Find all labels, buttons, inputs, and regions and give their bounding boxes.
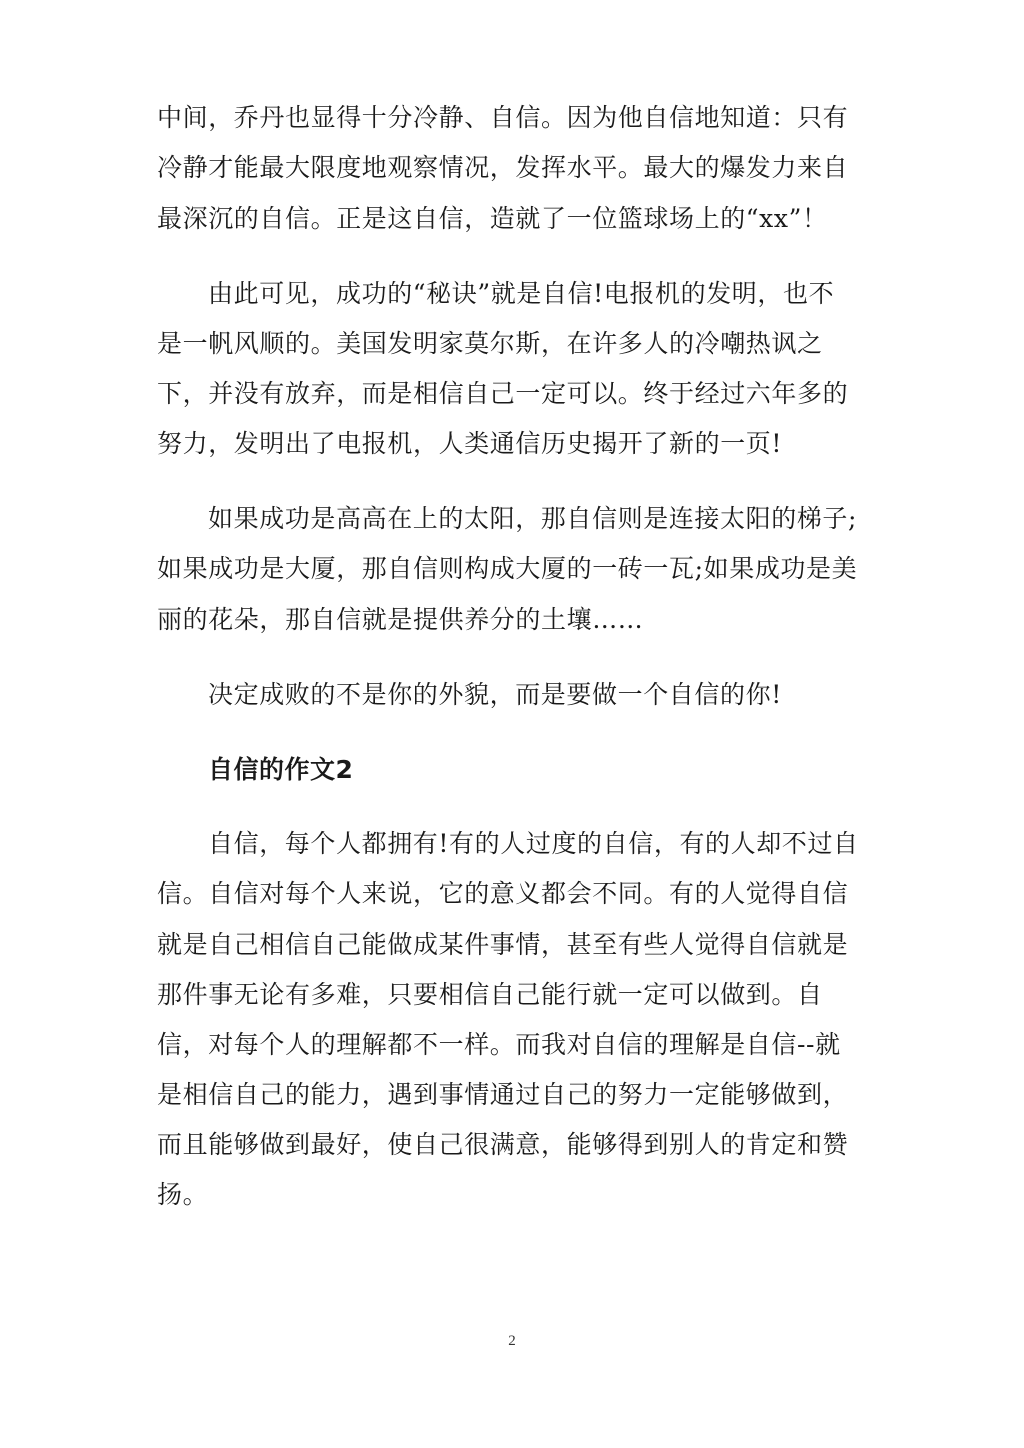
paragraph-line: 由此可见，成功的“秘诀”就是自信!电报机的发明，也不 [208, 279, 835, 308]
paragraph-line: 丽的花朵，那自信就是提供养分的土壤…… [157, 605, 644, 634]
paragraph-line: 最深沉的自信。正是这自信，造就了一位篮球场上的“xx”！ [157, 204, 828, 233]
paragraph-line: 冷静才能最大限度地观察情况，发挥水平。最大的爆发力来自 [157, 153, 849, 182]
paragraph-line: 扬。 [157, 1180, 209, 1209]
paragraph-line: 而且能够做到最好，使自己很满意，能够得到别人的肯定和赞 [157, 1130, 849, 1159]
paragraph-line: 如果成功是高高在上的太阳，那自信则是连接太阳的梯子; [208, 504, 858, 533]
paragraph-line: 是一帆风顺的。美国发明家莫尔斯，在许多人的冷嘲热讽之 [157, 329, 823, 358]
paragraph-line: 信。自信对每个人来说，它的意义都会不同。有的人觉得自信 [157, 879, 849, 908]
section-heading: 自信的作文2 [208, 755, 354, 784]
paragraph-line: 就是自己相信自己能做成某件事情，甚至有些人觉得自信就是 [157, 930, 849, 959]
paragraph-line: 那件事无论有多难，只要相信自己能行就一定可以做到。自 [157, 980, 823, 1009]
page-number: 2 [508, 1333, 516, 1349]
paragraph-line: 如果成功是大厦，那自信则构成大厦的一砖一瓦;如果成功是美 [157, 554, 858, 583]
paragraph-line: 下，并没有放弃，而是相信自己一定可以。终于经过六年多的 [157, 379, 849, 408]
paragraph-line: 努力，发明出了电报机，人类通信历史揭开了新的一页! [157, 429, 783, 458]
paragraph-line: 是相信自己的能力，遇到事情通过自己的努力一定能够做到， [157, 1080, 849, 1109]
paragraph-line: 中间，乔丹也显得十分冷静、自信。因为他自信地知道：只有 [157, 103, 849, 132]
paragraph-line: 信，对每个人的理解都不一样。而我对自信的理解是自信--就 [157, 1030, 841, 1059]
paragraph-line: 自信，每个人都拥有!有的人过度的自信，有的人却不过自 [208, 829, 859, 858]
paragraph-line: 决定成败的不是你的外貌，而是要做一个自信的你! [208, 680, 782, 709]
